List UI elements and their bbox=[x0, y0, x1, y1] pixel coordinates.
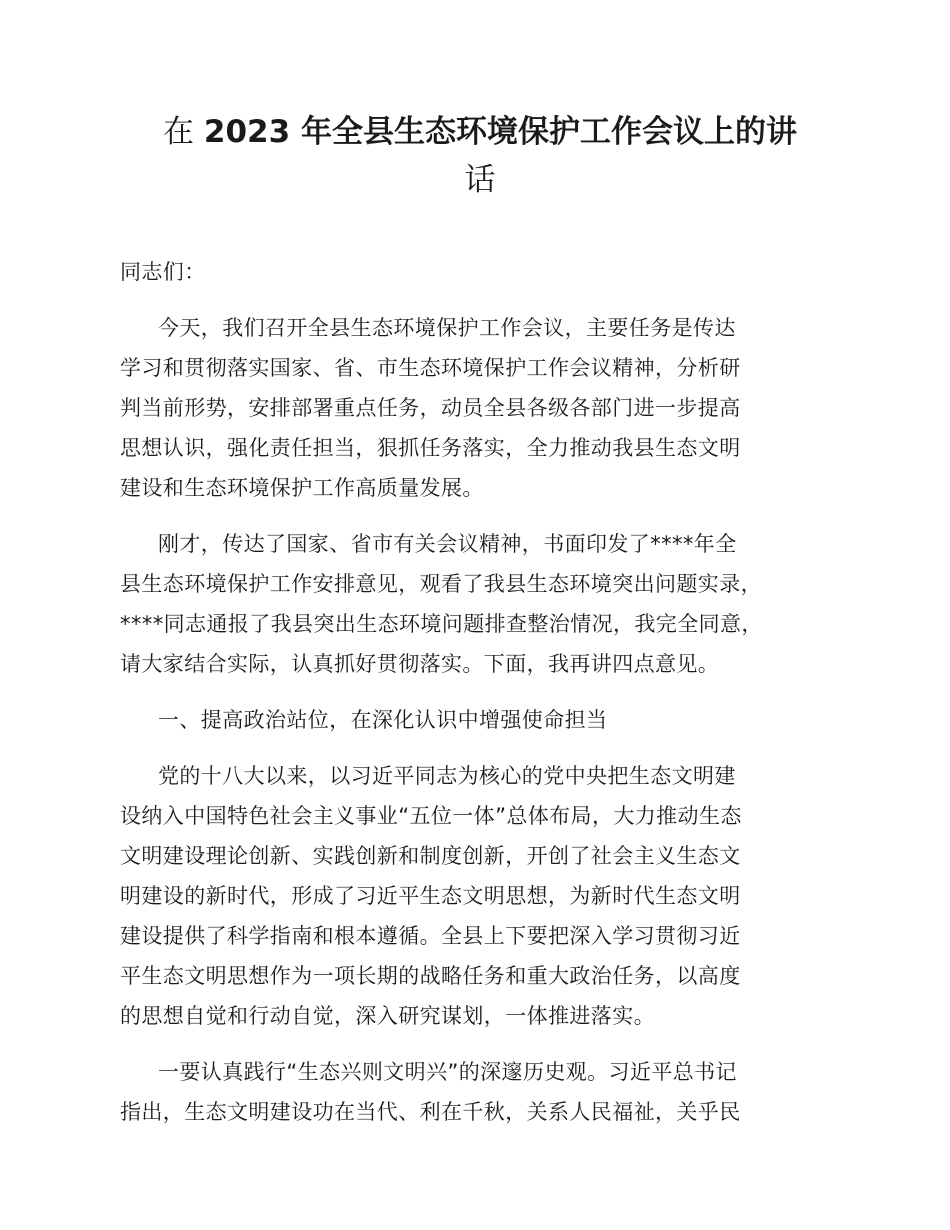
title-line-1: 在 2023 年全县生态环境保护工作会议上的讲 bbox=[163, 114, 797, 150]
salutation: 同志们： bbox=[120, 260, 206, 284]
title-year: 2023 bbox=[203, 114, 291, 150]
paragraph-1: 今天，我们召开全县生态环境保护工作会议，主要任务是传达 学习和贯彻落实国家、省、市生态环境保护工作会议精神，分析研 判当前形势，安排部署重点任务，动员全县各级各部门进一步提高 思想认识，强化责任担当，狠抓任务落实，全力推动我县生态文明 建设和生态环境保护工作高质量发展。 bbox=[120, 316, 741, 500]
document-body bbox=[120, 252, 840, 1148]
title-line-2: 话 bbox=[464, 162, 496, 198]
section-heading-1: 一、提高政治站位，在深化认识中增强使命担当 bbox=[158, 708, 608, 732]
paragraph-3: 党的十八大以来，以习近平同志为核心的党中央把生态文明建 设纳入中国特色社会主义事业“五位一体”总体布局，大力推动生态 文明建设理论创新、实践创新和制度创新，开创了社会主义生态文 明建设的新时代，形成了习近平生态文明思想，为新时代生态文明 建设提供了科学指南和根本遵循。全县上下要把深入学习贯彻习近 平生态文明思想作为一项长期的战略任务和重大政治任务，以高度 的思想自觉和行动自觉，深入研究谋划，一体推进落实。 bbox=[120, 764, 742, 1028]
paragraph-4: 一要认真践行“生态兴则文明兴”的深邃历史观。习近平总书记 指出，生态文明建设功在当代、利在千秋，关系人民福祉，关乎民 bbox=[120, 1060, 741, 1124]
paragraph-2: 刚才，传达了国家、省市有关会议精神，书面印发了****年全 县生态环境保护工作安排意见，观看了我县生态环境突出问题实录， ****同志通报了我县突出生态环境问题排查整治情况，我完全同意， 请大家结合实际，认真抓好贯彻落实。下面，我再讲四点意见。 bbox=[120, 532, 763, 676]
page-title bbox=[120, 108, 840, 204]
